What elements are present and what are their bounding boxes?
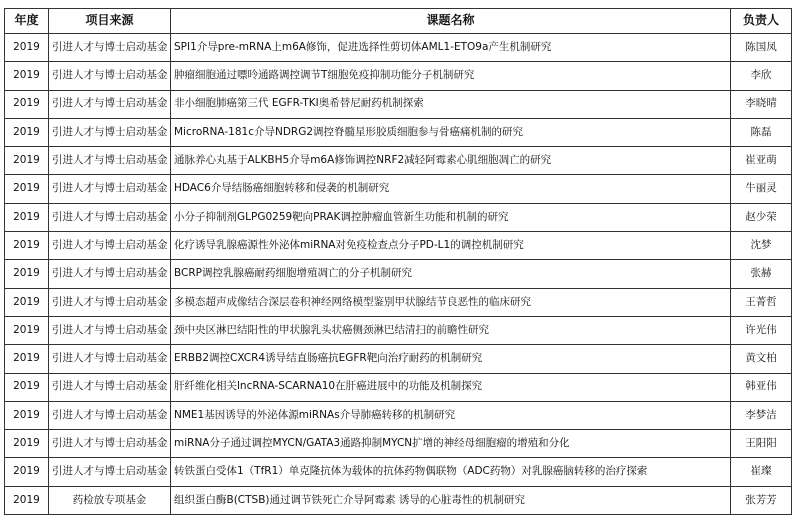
- cell-year: 2019: [5, 345, 49, 373]
- project-table: [4, 8, 792, 515]
- cell-year: 2019: [5, 373, 49, 401]
- cell-source: 引进人才与博士启动基金: [49, 203, 171, 231]
- cell-title: 组织蛋白酶B(CTSB)通过调节铁死亡介导阿霉素 诱导的心脏毒性的机制研究: [171, 486, 731, 514]
- cell-title: 化疗诱导乳腺癌源性外泌体miRNA对免疫检查点分子PD-L1的调控机制研究: [171, 232, 731, 260]
- cell-year: 2019: [5, 175, 49, 203]
- cell-year: 2019: [5, 458, 49, 486]
- cell-pi: 王菁哲: [731, 288, 792, 316]
- cell-pi: 许光伟: [731, 316, 792, 344]
- header-source: 项目来源: [49, 9, 171, 34]
- cell-title: 肿瘤细胞通过嘌呤通路调控调节T细胞免疫抑制功能分子机制研究: [171, 62, 731, 90]
- cell-pi: 陈国凤: [731, 34, 792, 62]
- cell-source: 引进人才与博士启动基金: [49, 288, 171, 316]
- cell-title: 肝纤维化相关lncRNA-SCARNA10在肝癌进展中的功能及机制探究: [171, 373, 731, 401]
- cell-year: 2019: [5, 90, 49, 118]
- cell-source: 引进人才与博士启动基金: [49, 260, 171, 288]
- table-row: [5, 34, 792, 62]
- cell-title: BCRP调控乳腺癌耐药细胞增殖凋亡的分子机制研究: [171, 260, 731, 288]
- cell-source: 引进人才与博士启动基金: [49, 373, 171, 401]
- cell-source: 引进人才与博士启动基金: [49, 345, 171, 373]
- cell-year: 2019: [5, 203, 49, 231]
- table-row: [5, 458, 792, 486]
- cell-source: 引进人才与博士启动基金: [49, 316, 171, 344]
- cell-pi: 崔璨: [731, 458, 792, 486]
- cell-source: 引进人才与博士启动基金: [49, 147, 171, 175]
- table-row: [5, 373, 792, 401]
- table-row: [5, 288, 792, 316]
- cell-pi: 韩亚伟: [731, 373, 792, 401]
- cell-pi: 李晓晴: [731, 90, 792, 118]
- cell-source: 引进人才与博士启动基金: [49, 430, 171, 458]
- table-body: [5, 34, 792, 515]
- table-row: [5, 118, 792, 146]
- table-row: [5, 260, 792, 288]
- table-row: [5, 430, 792, 458]
- cell-title: miRNA分子通过调控MYCN/GATA3通路抑制MYCN扩增的神经母细胞瘤的增殖和分化: [171, 430, 731, 458]
- cell-pi: 王阳阳: [731, 430, 792, 458]
- cell-source: 引进人才与博士启动基金: [49, 34, 171, 62]
- table-header-row: [5, 9, 792, 34]
- table-row: [5, 401, 792, 429]
- cell-title: 小分子抑制剂GLPG0259靶向PRAK调控肿瘤血管新生功能和机制的研究: [171, 203, 731, 231]
- header-title: 课题名称: [171, 9, 731, 34]
- cell-year: 2019: [5, 147, 49, 175]
- cell-year: 2019: [5, 62, 49, 90]
- cell-pi: 赵少荣: [731, 203, 792, 231]
- cell-source: 引进人才与博士启动基金: [49, 90, 171, 118]
- cell-year: 2019: [5, 288, 49, 316]
- cell-title: 通脉养心丸基于ALKBH5介导m6A修饰调控NRF2减轻阿霉素心肌细胞凋亡的研究: [171, 147, 731, 175]
- cell-year: 2019: [5, 260, 49, 288]
- cell-year: 2019: [5, 486, 49, 514]
- table-row: [5, 232, 792, 260]
- cell-year: 2019: [5, 232, 49, 260]
- cell-pi: 牛丽灵: [731, 175, 792, 203]
- cell-year: 2019: [5, 118, 49, 146]
- cell-title: 非小细胞肺癌第三代 EGFR-TKI奥希替尼耐药机制探索: [171, 90, 731, 118]
- cell-year: 2019: [5, 401, 49, 429]
- table-row: [5, 62, 792, 90]
- cell-source: 引进人才与博士启动基金: [49, 232, 171, 260]
- table-row: [5, 175, 792, 203]
- cell-source: 引进人才与博士启动基金: [49, 118, 171, 146]
- cell-pi: 崔亚萌: [731, 147, 792, 175]
- cell-pi: 陈磊: [731, 118, 792, 146]
- cell-title: NME1基因诱导的外泌体源miRNAs介导肺癌转移的机制研究: [171, 401, 731, 429]
- cell-title: HDAC6介导结肠癌细胞转移和侵袭的机制研究: [171, 175, 731, 203]
- cell-pi: 李梦洁: [731, 401, 792, 429]
- cell-year: 2019: [5, 34, 49, 62]
- table-row: [5, 316, 792, 344]
- cell-title: ERBB2调控CXCR4诱导结直肠癌抗EGFR靶向治疗耐药的机制研究: [171, 345, 731, 373]
- table-row: [5, 90, 792, 118]
- header-pi: 负责人: [731, 9, 792, 34]
- cell-pi: 李欣: [731, 62, 792, 90]
- cell-source: 引进人才与博士启动基金: [49, 401, 171, 429]
- cell-year: 2019: [5, 430, 49, 458]
- table-row: [5, 147, 792, 175]
- cell-pi: 张赫: [731, 260, 792, 288]
- table-row: [5, 486, 792, 514]
- table-row: [5, 203, 792, 231]
- cell-title: 多模态超声成像结合深层卷积神经网络模型鉴别甲状腺结节良恶性的临床研究: [171, 288, 731, 316]
- header-year: 年度: [5, 9, 49, 34]
- table-row: [5, 345, 792, 373]
- project-table-container: [4, 8, 791, 515]
- cell-source: 药检放专项基金: [49, 486, 171, 514]
- cell-title: MicroRNA-181c介导NDRG2调控脊髓星形胶质细胞参与骨癌痛机制的研究: [171, 118, 731, 146]
- cell-title: 转铁蛋白受体1（TfR1）单克隆抗体为载体的抗体药物偶联物（ADC药物）对乳腺癌脑转移的治疗探索: [171, 458, 731, 486]
- cell-source: 引进人才与博士启动基金: [49, 458, 171, 486]
- cell-pi: 黄文柏: [731, 345, 792, 373]
- cell-year: 2019: [5, 316, 49, 344]
- cell-source: 引进人才与博士启动基金: [49, 175, 171, 203]
- cell-title: SPI1介导pre-mRNA上m6A修饰，促进选择性剪切体AML1-ETO9a产生机制研究: [171, 34, 731, 62]
- cell-pi: 张芳芳: [731, 486, 792, 514]
- cell-title: 颈中央区淋巴结阳性的甲状腺乳头状癌侧颈淋巴结清扫的前瞻性研究: [171, 316, 731, 344]
- cell-source: 引进人才与博士启动基金: [49, 62, 171, 90]
- cell-pi: 沈梦: [731, 232, 792, 260]
